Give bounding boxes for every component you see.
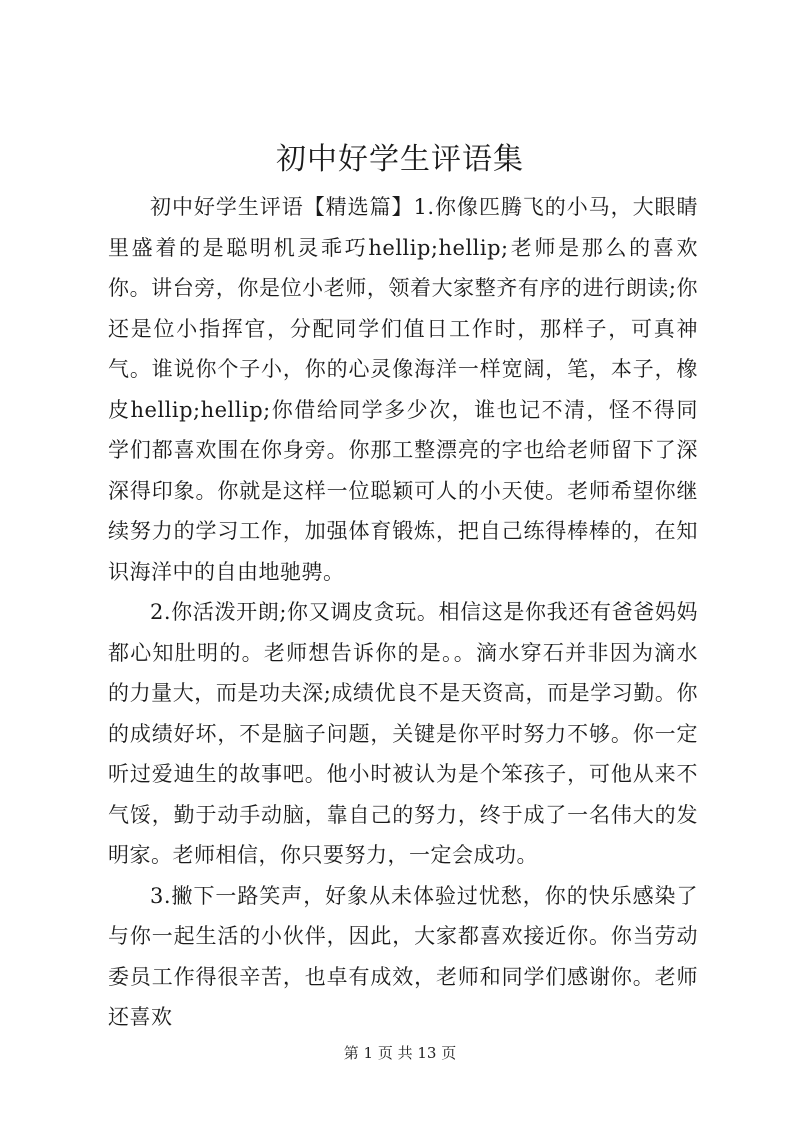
page-footer: 第 1 页 共 13 页	[343, 1044, 457, 1062]
document-body	[108, 187, 698, 1038]
paragraph-3: 3.撇下一路笑声，好象从未体验过忧愁，你的快乐感染了与你一起生活的小伙伴，因此，大家都喜欢接近你。你当劳动委员工作得很辛苦，也卓有成效，老师和同学们感谢你。老师还喜欢	[108, 883, 698, 1029]
paragraph-1: 初中好学生评语【精选篇】1.你像匹腾飞的小马，大眼睛里盛着的是聪明机灵乖巧hellip;hellip;老师是那么的喜欢你。讲台旁，你是位小老师，领着大家整齐有序的进行朗读;你还是位小指挥官，分配同学们值日工作时，那样子，可真神气。谁说你个子小，你的心灵像海洋一样宽阔，笔，本子，橡皮hellip;hellip;你借给同学多少次，谁也记不清，怪不得同学们都喜欢围在你身旁。你那工整漂亮的字也给老师留下了深深得印象。你就是这样一位聪颖可人的小天使。老师希望你继续努力的学习工作，加强体育锻炼，把自己练得棒棒的，在知识海洋中的自由地驰骋。	[108, 195, 698, 584]
page-title: 初中好学生评语集	[276, 142, 524, 177]
paragraph-2: 2.你活泼开朗;你又调皮贪玩。相信这是你我还有爸爸妈妈都心知肚明的。老师想告诉你的是。。滴水穿石并非因为滴水的力量大，而是功夫深;成绩优良不是天资高，而是学习勤。你的成绩好坏，不是脑子问题，关键是你平时努力不够。你一定听过爱迪生的故事吧。他小时被认为是个笨孩子，可他从来不气馁，勤于动手动脑，靠自己的努力，终于成了一名伟大的发明家。老师相信，你只要努力，一定会成功。	[108, 600, 698, 867]
